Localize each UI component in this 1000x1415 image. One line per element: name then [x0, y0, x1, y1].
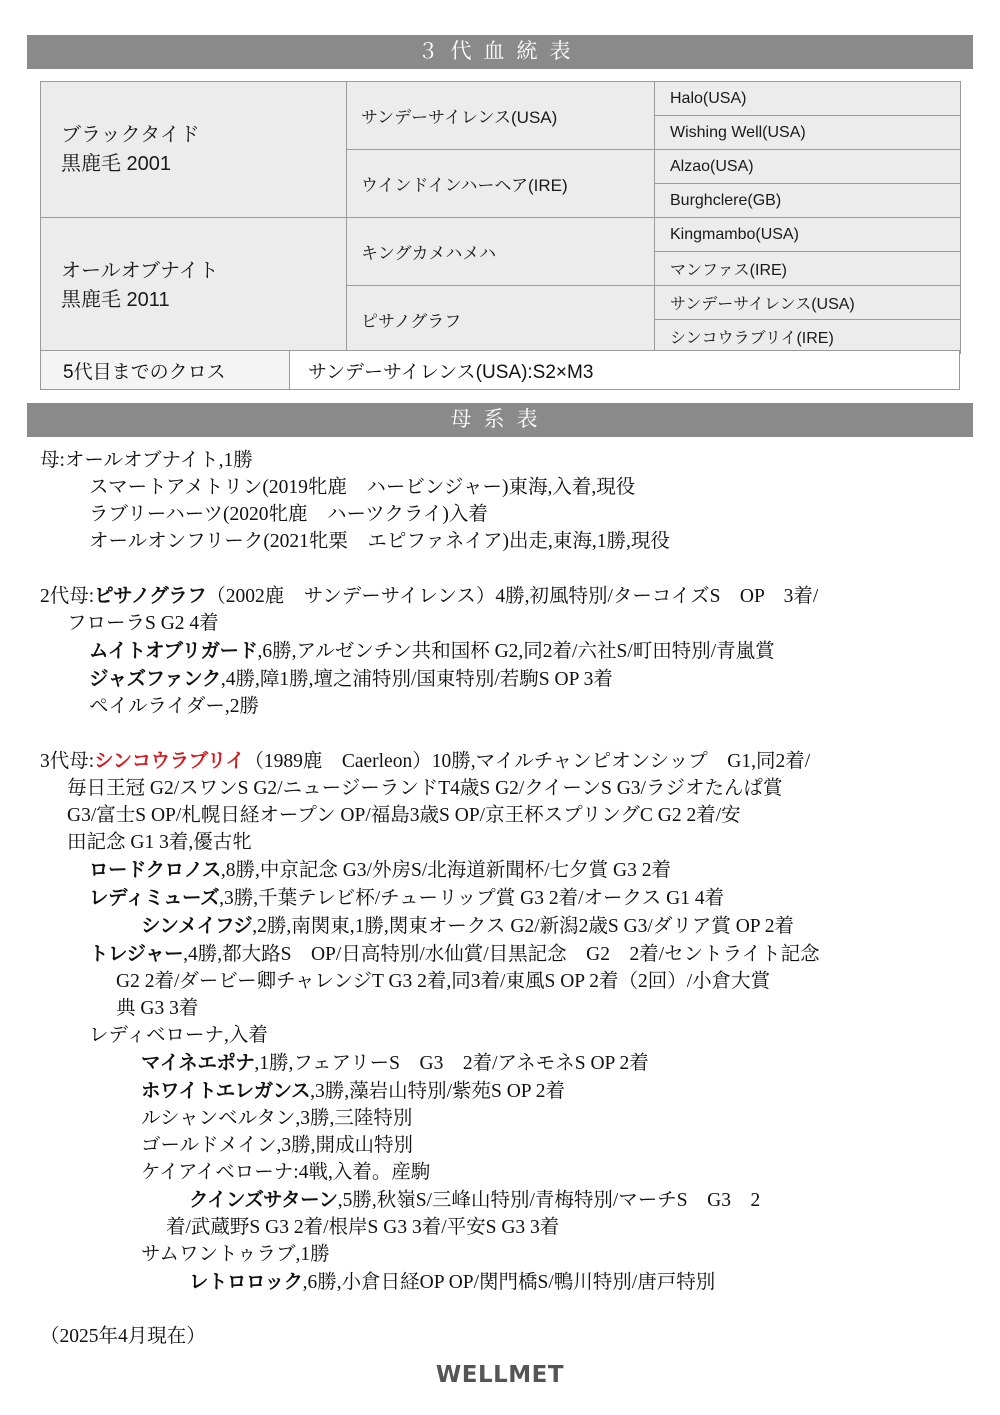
- dam-sire-cell: キングカメハメハ: [347, 218, 655, 286]
- dam-cell: [41, 218, 347, 354]
- g3-treasure-cont-2: 典 G3 3着: [116, 998, 199, 1019]
- third-dam-name: シンコウラブリイ: [94, 749, 245, 772]
- cross-label: 5代目までのクロス: [41, 351, 290, 390]
- sire-sire-dam-cell: Wishing Well(USA): [655, 116, 961, 150]
- pedigree-header-bar: [27, 35, 973, 69]
- g2-offspring-1: ムイトオブリガード,6勝,アルゼンチン共和国杯 G2,同2着/六社S/町田特別/青嵐賞: [89, 639, 775, 662]
- third-dam-line: 3代母:シンコウラブリイ（1989鹿 Caerleon）10勝,マイルチャンピオンシップ G1,同2着/: [40, 749, 811, 772]
- dam-offspring-2: ラブリーハーツ(2020牝鹿 ハーツクライ)入着: [89, 504, 488, 525]
- sire-dam-cell: ウインドインハーヘア(IRE): [347, 150, 655, 218]
- g3-queens-saturn-cont: 着/武蔵野S G3 2着/根岸S G3 3着/平安S G3 3着: [166, 1217, 560, 1238]
- offspring-name: ムイトオブリガード: [89, 639, 258, 662]
- third-dam-line-cont-3: 田記念 G1 3着,優古牝: [67, 832, 252, 853]
- dam-dam-dam-cell: シンコウラブリイ(IRE): [655, 320, 961, 354]
- family-table: [40, 447, 965, 1350]
- dam-detail: 黒鹿毛 2011: [61, 288, 170, 311]
- dam-dam-cell: ピサノグラフ: [347, 286, 655, 354]
- dam-offspring-3: オールオンフリーク(2021牝栗 エピファネイア)出走,東海,1勝,現役: [89, 531, 670, 552]
- g3-shin-mei-fuji: シンメイフジ,2勝,南関東,1勝,関東オークス G2/新潟2歳S G3/ダリア賞 OP 2着: [141, 914, 795, 937]
- g3-someone-to-love: サムワントゥラブ,1勝: [141, 1244, 330, 1265]
- family-header-title: 母系表: [450, 408, 550, 431]
- g2-offspring-3: ペイルライダー,2勝: [89, 696, 260, 717]
- second-dam-line: 2代母:ピサノグラフ（2002鹿 サンデーサイレンス）4勝,初風特別/ターコイズS OP 3着/: [40, 584, 819, 607]
- offspring-name: レトロロック: [189, 1270, 303, 1293]
- third-dam-line-cont-2: G3/富士S OP/札幌日経オープン OP/福島3歳S OP/京王杯スプリングC G2 2着/安: [67, 805, 741, 826]
- sire-dam-dam-cell: Burghclere(GB): [655, 184, 961, 218]
- dam-sire-sire-cell: Kingmambo(USA): [655, 218, 961, 252]
- g3-lady-verona: レディベローナ,入着: [89, 1025, 268, 1046]
- dam-line: 母:オールオブナイト,1勝: [40, 450, 253, 471]
- g3-gold-main: ゴールドメイン,3勝,開成山特別: [141, 1135, 414, 1156]
- offspring-name: マイネエポナ: [141, 1051, 255, 1074]
- as-of-date: （2025年4月現在）: [40, 1326, 206, 1347]
- g3-retro-rock: レトロロック,6勝,小倉日経OP OP/関門橋S/鴨川特別/唐戸特別: [189, 1270, 716, 1293]
- offspring-name: クインズサターン: [189, 1188, 338, 1211]
- offspring-name: トレジャー: [89, 942, 184, 965]
- second-dam-name: ピサノグラフ: [94, 584, 207, 607]
- dam-name: オールオブナイト: [61, 259, 219, 282]
- sire-sire-sire-cell: Halo(USA): [655, 82, 961, 116]
- offspring-name: ジャズファンク: [89, 667, 221, 690]
- dam-offspring-1: スマートアメトリン(2019牝鹿 ハービンジャー)東海,入着,現役: [89, 477, 636, 498]
- third-dam-line-cont-1: 毎日王冠 G2/スワンS G2/ニュージーランドT4歳S G2/クイーンS G3/ラジオたんぱ賞: [67, 778, 783, 799]
- pedigree-table: [40, 81, 961, 354]
- g3-queens-saturn: クインズサターン,5勝,秋嶺S/三峰山特別/青梅特別/マーチS G3 2: [189, 1188, 761, 1211]
- offspring-name: レディミューズ: [89, 886, 220, 909]
- offspring-name: ロードクロノス: [89, 858, 221, 881]
- sire-detail: 黒鹿毛 2001: [61, 152, 172, 175]
- g3-lord-chronos: ロードクロノス,8勝,中京記念 G3/外房S/北海道新聞杯/七夕賞 G3 2着: [89, 858, 671, 881]
- family-header-bar: [27, 403, 973, 437]
- dam-sire-dam-cell: マンファス(IRE): [655, 252, 961, 286]
- pedigree-header-title: ３代血統表: [417, 40, 583, 63]
- g3-lucien-bertin: ルシャンベルタン,3勝,三陸特別: [141, 1108, 413, 1129]
- g3-maine-epona: マイネエポナ,1勝,フェアリーS G3 2着/アネモネS OP 2着: [141, 1051, 649, 1074]
- sire-cell: [41, 82, 347, 218]
- cross-value: サンデーサイレンス(USA):S2×M3: [290, 351, 960, 390]
- g3-kei-ai-verona: ケイアイベローナ:4戦,入着。産駒: [141, 1162, 431, 1183]
- sire-sire-cell: サンデーサイレンス(USA): [347, 82, 655, 150]
- g3-lady-muse: レディミューズ,3勝,千葉テレビ杯/チューリップ賞 G3 2着/オークス G1 4着: [89, 886, 725, 909]
- sire-dam-sire-cell: Alzao(USA): [655, 150, 961, 184]
- brand-logo: WELLMET: [435, 1362, 565, 1388]
- g2-offspring-2: ジャズファンク,4勝,障1勝,壇之浦特別/国東特別/若駒S OP 3着: [89, 667, 613, 690]
- sire-name: ブラックタイド: [61, 123, 200, 146]
- g3-treasure: トレジャー,4勝,都大路S OP/日高特別/水仙賞/目黒記念 G2 2着/セントライト記念: [89, 942, 820, 965]
- offspring-name: シンメイフジ: [141, 914, 253, 937]
- offspring-name: ホワイトエレガンス: [141, 1079, 311, 1102]
- g3-treasure-cont-1: G2 2着/ダービー卿チャレンジT G3 2着,同3着/東風S OP 2着（2回）/小倉大賞: [116, 971, 771, 992]
- second-dam-line-cont: フローラS G2 4着: [67, 613, 219, 634]
- cross-table: [40, 350, 960, 390]
- dam-dam-sire-cell: サンデーサイレンス(USA): [655, 286, 961, 320]
- g3-white-elegance: ホワイトエレガンス,3勝,藻岩山特別/紫苑S OP 2着: [141, 1079, 566, 1102]
